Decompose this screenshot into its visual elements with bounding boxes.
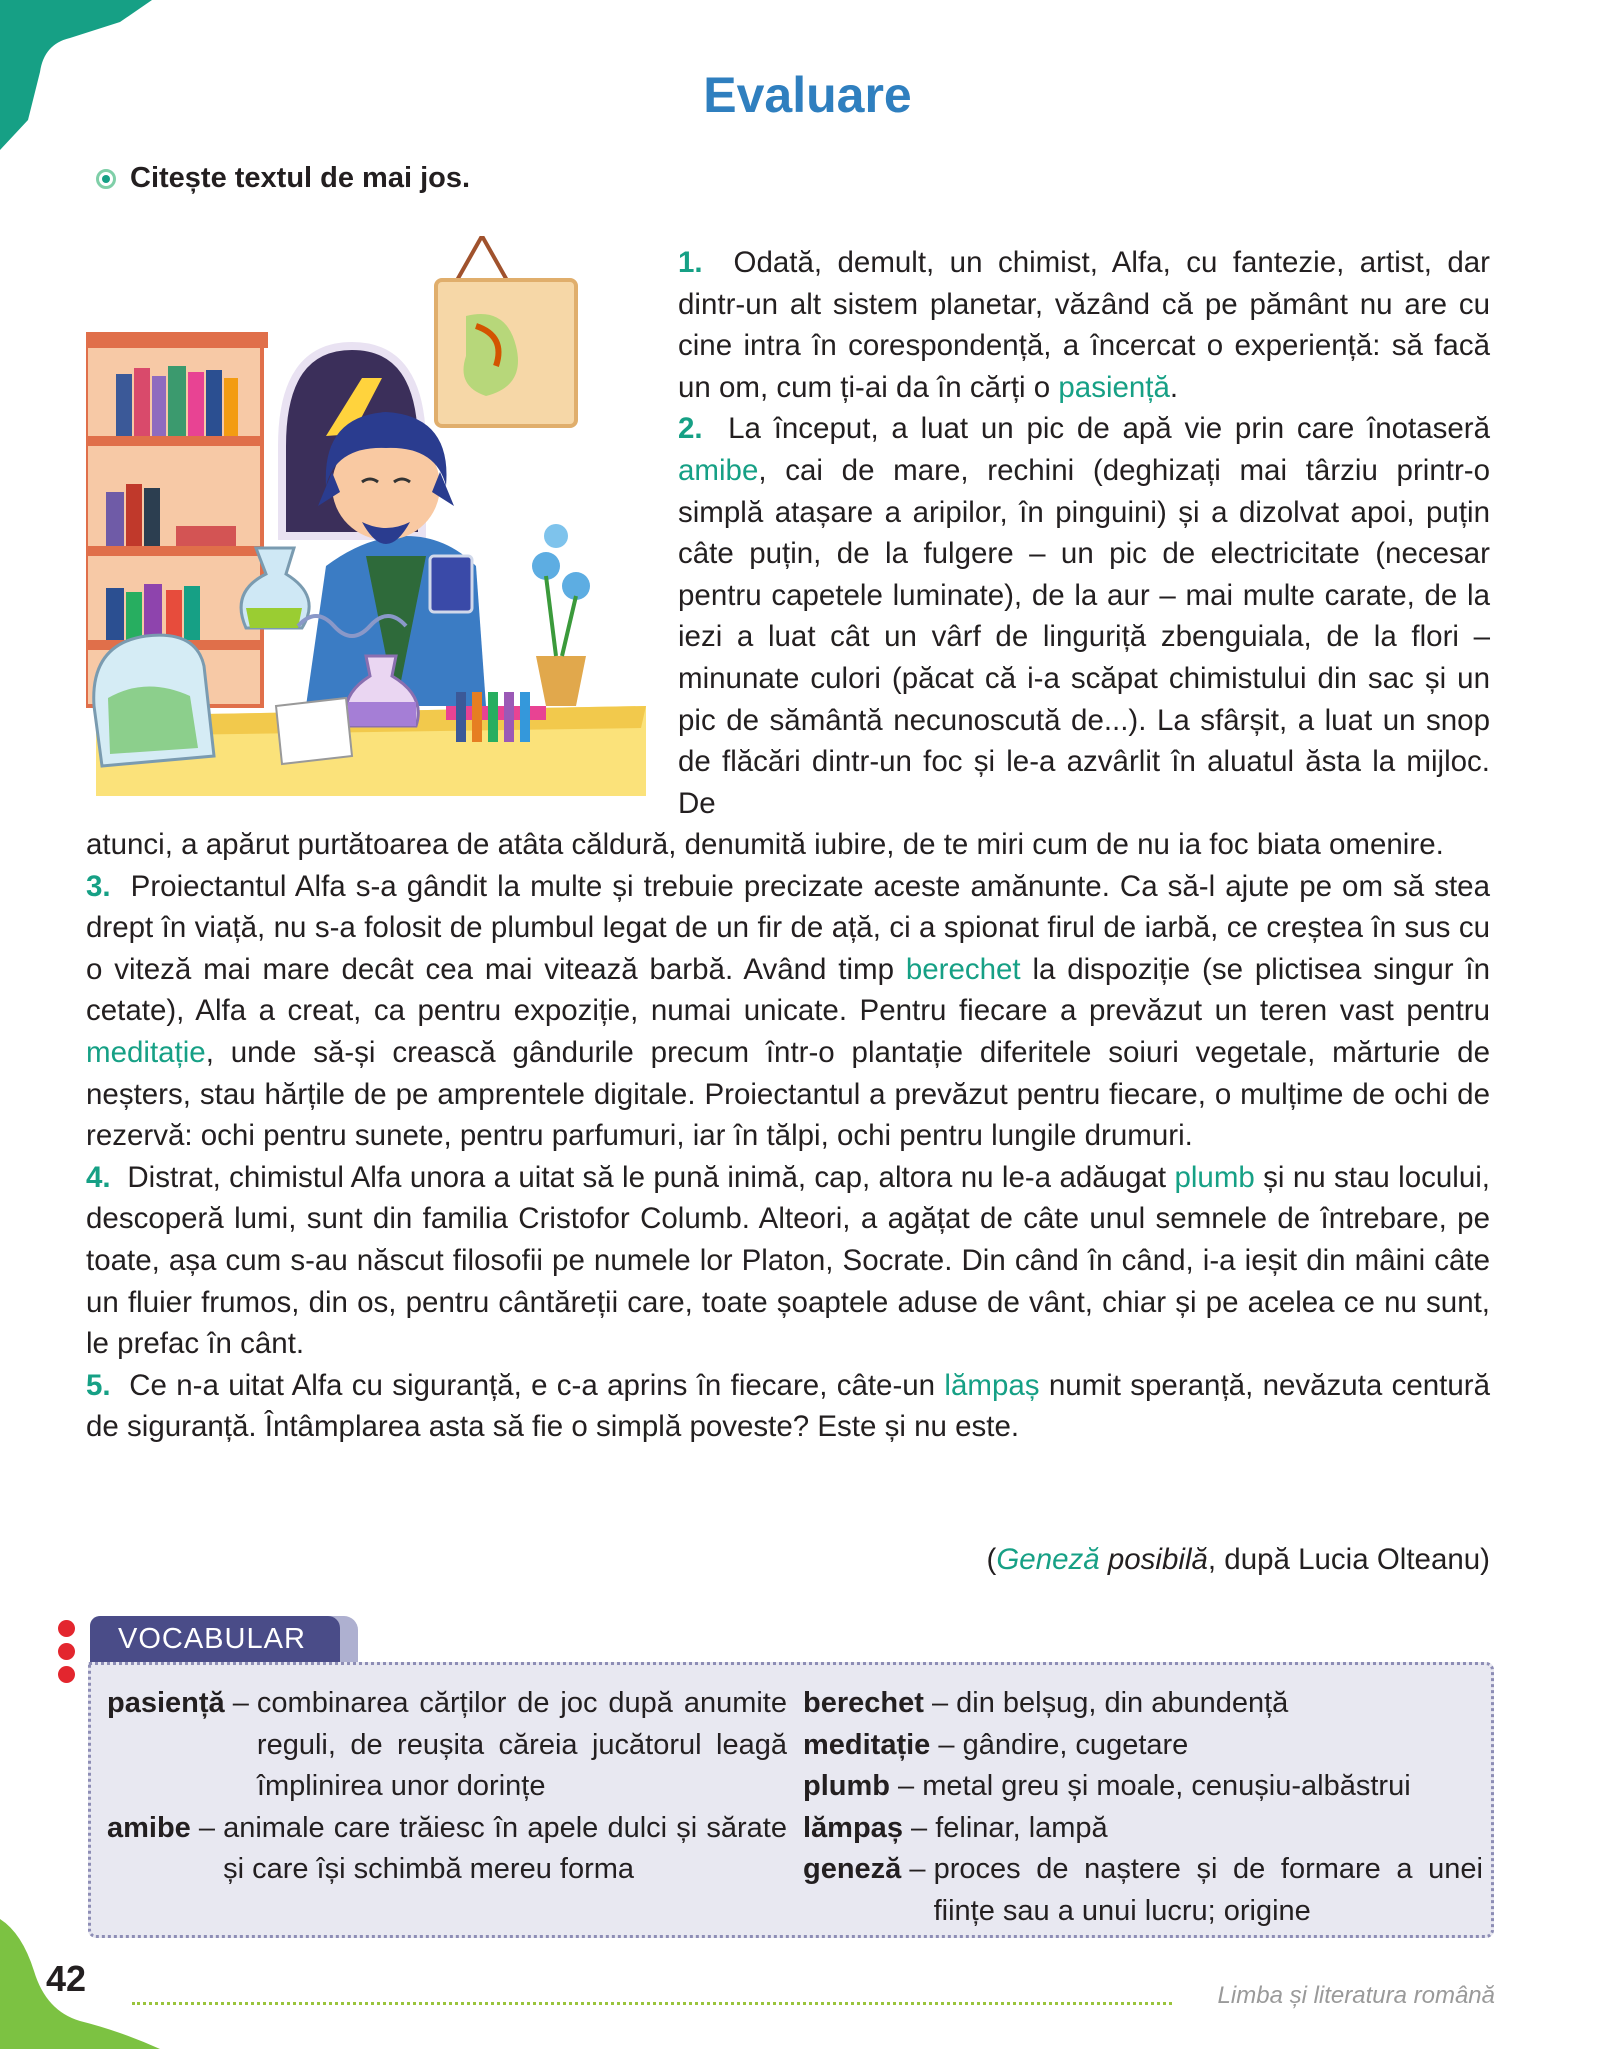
text-run: , unde să-și crească gândurile precum într-o plantație diferitele soiuri vegetale, mărturie de neșters, stau hărțile de pe amprentele digitale. Proiectantul a prevăzut pentru fiecare, o mulțime de ochi de rezervă: ochi pentru sunete, pentru parfumuri, iar în tălpi, ochi pentru lungile drumuri.	[86, 1035, 1490, 1153]
vocab-dash: –	[890, 1770, 923, 1802]
citation-title-rest: posibilă	[1099, 1543, 1208, 1576]
book-title: Limba și literatura română	[1217, 1982, 1495, 2009]
text-run: numit speranță, nevăzuta centură de siguranță. Întâmplarea asta să fie o simplă poveste? Este și nu este.	[86, 1368, 1490, 1444]
vocabulary-left-column	[107, 1683, 787, 1891]
story-text-top	[678, 242, 1490, 824]
vocab-definition: proces de naștere și de formare a unei ființe sau a unui lucru; origine	[933, 1853, 1483, 1927]
vocab-term: lămpaș	[803, 1811, 903, 1844]
bullet-icon	[96, 169, 116, 189]
vocab-dash: –	[224, 1687, 257, 1719]
instruction-text: Citește textul de mai jos.	[130, 162, 471, 194]
text-run: Ce n-a uitat Alfa cu siguranță, e c-a aprins în fiecare, câte-un	[129, 1368, 945, 1402]
citation-author: , după Lucia Olteanu)	[1207, 1543, 1490, 1576]
text-run: atunci, a apărut purtătoarea de atâta căldură, denumită iubire, de te miri cum de nu ia foc biata omenire.	[86, 828, 1444, 861]
footer-dotted-line	[132, 2002, 1172, 2005]
glossary-term: berechet	[905, 952, 1021, 986]
vocab-definition: gândire, cugetare	[962, 1728, 1189, 1761]
vocab-entry	[803, 1808, 1483, 1850]
glossary-term: meditație	[86, 1035, 206, 1069]
glossary-term: plumb	[1174, 1160, 1255, 1194]
paragraph-number: 5.	[86, 1368, 111, 1402]
vocab-definition: felinar, lampă	[935, 1811, 1108, 1844]
vocab-definition: animale care trăiesc în apele dulci și sărate și care își schimbă mereu forma	[223, 1811, 787, 1885]
paragraph-number: 1.	[678, 246, 703, 279]
vocab-entry	[803, 1725, 1483, 1767]
vocabulary-box	[88, 1662, 1494, 1938]
paragraph-5	[86, 1365, 1490, 1448]
vocabulary-right-column	[803, 1683, 1483, 1932]
vocab-dash: –	[902, 1811, 936, 1844]
glossary-term: lămpaș	[944, 1368, 1040, 1402]
instruction	[96, 162, 470, 195]
vocab-dash: –	[190, 1811, 224, 1844]
vocabulary-tab	[90, 1616, 358, 1662]
vocab-definition: combinarea cărților de joc după anumite reguli, de reușita căreia jucătorul leagă împlinirea unor dorințe	[256, 1687, 787, 1802]
citation-open: (	[986, 1543, 997, 1576]
text-run: .	[1169, 370, 1179, 404]
vocab-entry	[803, 1683, 1483, 1725]
vocab-definition: din belșug, din abundență	[956, 1687, 1289, 1719]
citation-title-highlight: Geneză	[996, 1543, 1100, 1576]
citation	[987, 1543, 1490, 1577]
vocab-term: meditație	[803, 1728, 931, 1761]
paragraph-3	[86, 866, 1490, 1157]
text-run: și nu stau locului, descoperă lumi, sunt din familia Cristofor Columb. Alteori, a agățat de câte unul semnele de întrebare, pe toate, așa cum s-au născut filosofii pe numele lor Platon, Socrate. Din când în când, i-a ieșit din mâini câte un fluier frumos, din os, pentru cântăreții care, toate șoaptele aduse de vânt, chiar și pe acelea ce nu sunt, le prefac în cânt.	[86, 1160, 1490, 1361]
vocab-term: plumb	[803, 1770, 890, 1802]
vocab-entry	[803, 1766, 1483, 1808]
vocab-entry	[107, 1808, 787, 1891]
paragraph-number: 3.	[86, 869, 111, 903]
story-text-body	[86, 824, 1490, 1448]
vocab-term: pasiență	[107, 1687, 225, 1719]
paragraph-number: 2.	[678, 412, 703, 446]
page-number: 42	[46, 1958, 87, 1999]
vocab-dash: –	[930, 1728, 963, 1761]
paragraph-1	[678, 242, 1490, 408]
text-run: Distrat, chimistul Alfa unora a uitat să le pună inimă, cap, altora nu le-a adăugat	[127, 1160, 1175, 1194]
vocab-definition: metal greu și moale, cenușiu-albăstrui	[922, 1770, 1411, 1802]
glossary-term: amibe	[678, 453, 759, 487]
glossary-term: pasiență	[1058, 370, 1170, 404]
vocab-dots-icon	[58, 1620, 75, 1689]
text-run: la dispoziție (se plictisea singur în cetate), Alfa a creat, ca pentru expoziție, numai unicate. Pentru fiecare a prevăzut un teren vast pentru	[86, 952, 1490, 1028]
paragraph-number: 4.	[86, 1160, 111, 1194]
paragraph-2-start	[678, 408, 1490, 824]
vocabulary-label: VOCABULAR	[90, 1616, 340, 1662]
paragraph-4	[86, 1157, 1490, 1365]
vocab-dash: –	[901, 1853, 934, 1885]
page-title: Evaluare	[703, 67, 912, 123]
text-run: Odată, demult, un chimist, Alfa, cu fantezie, artist, dar dintr-un alt sistem planetar, văzând că pe pământ nu are cu cine intra în corespondență, a încercat o experiență: să facă un om, cum ți-ai da în cărți o	[678, 246, 1490, 404]
vocab-term: amibe	[107, 1811, 191, 1844]
text-run: , cai de mare, rechini (deghizați mai târziu printr-o simplă atașare a aripilor, în pinguini) și a dizolvat apoi, puțin câte puțin, de la fulgere – un pic de electricitate (necesar pentru capetele luminate), de la aur – mai multe carate, de la iezi a luat cât un vârf de linguriță zbenguiala, de la flori – minunate culori (păcat că i-a scăpat chimistului din sac și un pic de sământă necunoscută de...). La sfârșit, a luat un snop de flăcări dintr-un foc și le-a azvârlit în aluatul ăsta la mijloc. De	[678, 453, 1490, 820]
text-run: La început, a luat un pic de apă vie prin care înotaseră	[728, 412, 1490, 446]
vocab-term: geneză	[803, 1853, 902, 1885]
scientist-illustration	[86, 236, 656, 806]
vocab-term: berechet	[803, 1687, 924, 1719]
paragraph-2-end	[86, 824, 1490, 866]
vocab-dash: –	[923, 1687, 957, 1719]
text-run: Proiectantul Alfa s-a gândit la multe și trebuie precizate aceste amănunte. Ca să-l ajute pe om să stea drept în viață, nu s-a folosit de plumbul legat de un fir de ață, ci a spionat firul de iarbă, ce creștea în sus cu o viteză mai mare decât cea mai vitează barbă. Având timp	[86, 869, 1490, 986]
vocab-entry	[107, 1683, 787, 1808]
vocab-entry	[803, 1849, 1483, 1932]
